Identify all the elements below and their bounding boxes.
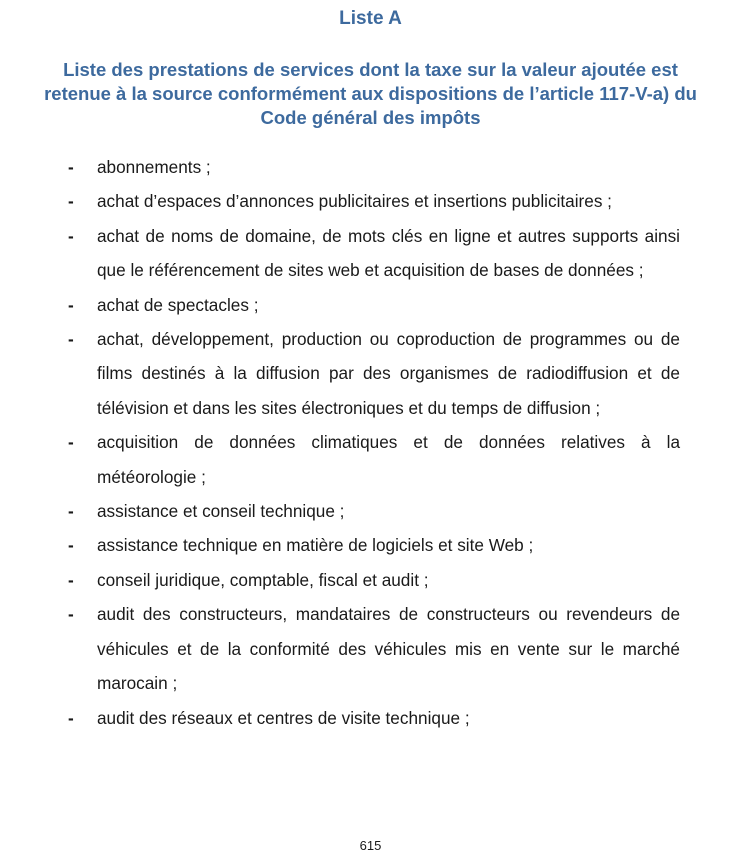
dash-bullet-icon: - xyxy=(68,501,74,522)
list-item-text: acquisition de données climatiques et de données relatives à la météorologie ; xyxy=(97,432,680,487)
list-item xyxy=(68,701,680,735)
list-subtitle: Liste des prestations de services dont la taxe sur la valeur ajoutée est retenue à la source conformément aux dispositions de l’article 117-V-a) du Code général des impôts xyxy=(44,59,697,128)
list-item xyxy=(68,288,680,322)
dash-bullet-icon: - xyxy=(68,329,74,350)
list-item-text: achat de noms de domaine, de mots clés en ligne et autres supports ainsi que le référencement de sites web et acquisition de bases de données ; xyxy=(97,225,680,281)
list-item-text: audit des réseaux et centres de visite technique ; xyxy=(97,707,470,728)
list-item xyxy=(68,219,680,288)
dash-bullet-icon: - xyxy=(68,294,74,315)
list-item xyxy=(68,563,680,597)
list-item xyxy=(68,425,680,494)
dash-bullet-icon: - xyxy=(68,535,74,556)
list-item xyxy=(68,150,680,184)
services-list xyxy=(68,150,680,735)
list-item-text: abonnements ; xyxy=(97,157,211,177)
list-item-text: conseil juridique, comptable, fiscal et audit ; xyxy=(97,569,429,590)
dash-bullet-icon: - xyxy=(68,707,74,728)
list-item xyxy=(68,494,680,528)
dash-bullet-icon: - xyxy=(68,157,74,177)
dash-bullet-icon: - xyxy=(68,432,74,453)
list-item-text: achat d’espaces d’annonces publicitaires et insertions publicitaires ; xyxy=(97,191,612,212)
page-number: 615 xyxy=(359,838,382,853)
list-item-text: assistance et conseil technique ; xyxy=(97,501,345,522)
dash-bullet-icon: - xyxy=(68,225,74,246)
list-item-text: achat, développement, production ou coproduction de programmes ou de films destinés à la diffusion par des organismes de radiodiffusion et de télévision et dans les sites électroniques et du temps de diffusion ; xyxy=(97,329,680,418)
list-item-text: assistance technique en matière de logiciels et site Web ; xyxy=(97,535,534,556)
dash-bullet-icon: - xyxy=(68,191,74,212)
list-item-text: audit des constructeurs, mandataires de constructeurs ou revendeurs de véhicules et de la conformité des véhicules mis en vente sur le marché marocain ; xyxy=(97,604,680,694)
list-item xyxy=(68,184,680,218)
dash-bullet-icon: - xyxy=(68,604,74,625)
dash-bullet-icon: - xyxy=(68,569,74,590)
list-item xyxy=(68,322,680,425)
list-title: Liste A xyxy=(339,8,402,29)
list-item xyxy=(68,597,680,700)
list-item-text: achat de spectacles ; xyxy=(97,294,259,315)
list-item xyxy=(68,528,680,562)
